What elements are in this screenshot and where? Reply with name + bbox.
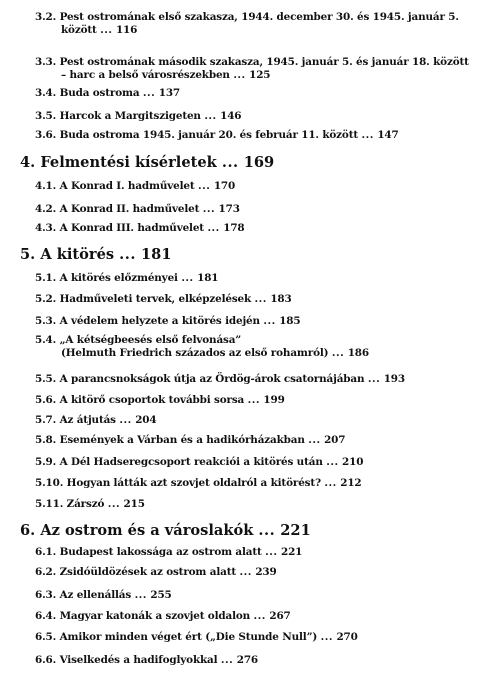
toc-leader: ... <box>119 414 132 426</box>
toc-section-number: 5.3. <box>35 315 57 327</box>
toc-leader: ... <box>324 477 337 489</box>
toc-section-row[interactable] <box>35 272 480 285</box>
toc-section-title: Zsidóüldözések az ostrom alatt <box>59 566 237 578</box>
toc-page-number: 221 <box>280 522 311 539</box>
toc-chapter-row[interactable] <box>20 522 480 540</box>
toc-section-title: Események a Várban és a hadikórházakban <box>59 434 305 446</box>
toc-section-row[interactable] <box>35 11 480 37</box>
toc-section-row[interactable] <box>35 315 480 328</box>
toc-section-title: Amikor minden véget ért („Die Stunde Null”) <box>59 631 318 643</box>
toc-page-number: 125 <box>249 69 271 81</box>
toc-section-title: „A kétségbeesés első felvonása” <box>59 334 242 346</box>
toc-page-number: 210 <box>342 456 364 468</box>
toc-section-row[interactable] <box>35 373 480 386</box>
toc-chapter-title: Felmentési kísérletek <box>40 154 217 171</box>
toc-section-title: Harcok a Margitszigeten <box>59 110 201 122</box>
toc-section-title-line2: között <box>61 24 97 36</box>
toc-section-number: 3.4. <box>35 87 57 99</box>
toc-leader: ... <box>331 347 345 359</box>
toc-section-row[interactable] <box>35 456 480 469</box>
toc-section-title: Budapest lakossága az ostrom alatt <box>59 546 262 558</box>
toc-section-title: A Dél Hadseregcsoport reakciói a kitörés után <box>59 456 323 468</box>
toc-leader: ... <box>181 272 194 284</box>
toc-section-row[interactable] <box>35 589 480 602</box>
toc-page-number: 186 <box>347 347 369 359</box>
toc-leader: ... <box>361 129 374 141</box>
toc-page-number: 270 <box>336 631 358 643</box>
toc-section-row[interactable] <box>35 129 480 142</box>
toc-page-number: 178 <box>223 222 245 234</box>
toc-leader: ... <box>320 631 333 643</box>
toc-section-number: 3.2. <box>35 11 57 23</box>
toc-leader: ... <box>100 24 113 36</box>
toc-section-title: A Konrad II. hadművelet <box>59 203 200 215</box>
toc-leader: ... <box>221 154 239 171</box>
toc-section-title: A kitörő csoportok további sorsa <box>59 394 245 406</box>
toc-chapter-title: A kitörés <box>40 246 115 263</box>
toc-page-number: 199 <box>263 394 285 406</box>
toc-page-number: 170 <box>213 180 236 192</box>
toc-section-number: 5.10. <box>35 477 64 489</box>
toc-section-row[interactable] <box>35 631 480 644</box>
toc-section-number: 5.6. <box>35 394 57 406</box>
toc-section-number: 5.7. <box>35 414 57 426</box>
toc-section-title: Buda ostroma <box>59 87 140 99</box>
toc-page-number: 221 <box>280 546 303 558</box>
toc-section-row[interactable] <box>35 87 480 100</box>
toc-page-number: 147 <box>377 129 399 141</box>
toc-leader: ... <box>367 373 381 385</box>
toc-section-number: 3.3. <box>35 56 57 68</box>
toc-page-number: 239 <box>255 566 277 578</box>
toc-section-title-continued <box>35 24 480 37</box>
toc-leader: ... <box>233 69 246 81</box>
toc-page-number: 267 <box>269 610 291 622</box>
toc-section-number: 5.5. <box>35 373 57 385</box>
toc-section-row[interactable] <box>35 222 480 235</box>
toc-section-number: 5.1. <box>35 272 57 284</box>
toc-page-number: 181 <box>197 272 219 284</box>
toc-section-number: 6.5. <box>35 631 57 643</box>
toc-page-number: 276 <box>236 654 258 666</box>
toc-section-number: 6.6. <box>35 654 57 666</box>
toc-page-number: 169 <box>243 154 275 171</box>
toc-section-number: 6.1. <box>35 546 57 558</box>
toc-chapter-number: 5. <box>20 246 36 263</box>
toc-section-number: 5.2. <box>35 293 57 305</box>
toc-section-number: 4.3. <box>35 222 57 234</box>
toc-section-title: Zárszó <box>66 498 105 510</box>
toc-section-row[interactable] <box>35 180 480 193</box>
toc-leader: ... <box>265 546 278 558</box>
toc-leader: ... <box>220 654 234 666</box>
toc-section-title: Viselkedés a hadifoglyokkal <box>59 654 218 666</box>
toc-section-number: 6.4. <box>35 610 57 622</box>
toc-section-row[interactable] <box>35 566 480 579</box>
toc-chapter-number: 6. <box>20 522 36 539</box>
toc-leader: ... <box>254 293 267 305</box>
toc-section-title: Pest ostromának első szakasza, 1944. december 30. és 1945. január 5. <box>59 11 459 23</box>
toc-page-number: 185 <box>279 315 301 327</box>
toc-chapter-number: 4. <box>20 154 36 171</box>
toc-section-title: Magyar katonák a szovjet oldalon <box>59 610 251 622</box>
toc-page-number: 183 <box>270 293 292 305</box>
toc-section-row[interactable] <box>35 610 480 623</box>
toc-leader: ... <box>204 110 217 122</box>
toc-leader: ... <box>239 566 252 578</box>
toc-section-number: 5.11. <box>35 498 64 510</box>
toc-section-title: A Konrad III. hadművelet <box>59 222 204 234</box>
toc-section-title: A kitörés előzményei <box>59 272 178 284</box>
toc-section-row[interactable] <box>35 434 480 447</box>
toc-page-number: 146 <box>220 110 242 122</box>
toc-section-row[interactable] <box>35 498 480 511</box>
toc-section-row[interactable] <box>35 203 480 216</box>
toc-section-title: Az átjutás <box>59 414 116 426</box>
toc-section-number: 5.8. <box>35 434 57 446</box>
toc-section-title: Az ellenállás <box>59 589 132 601</box>
toc-leader: ... <box>247 394 260 406</box>
toc-section-title-line2: – harc a belső városrészekben <box>61 69 230 81</box>
toc-section-row[interactable] <box>35 293 480 306</box>
toc-section-row[interactable] <box>35 56 480 82</box>
toc-section-number: 4.2. <box>35 203 57 215</box>
toc-section-number: 6.2. <box>35 566 57 578</box>
toc-section-title: A Konrad I. hadművelet <box>59 180 195 192</box>
toc-section-number: 4.1. <box>35 180 57 192</box>
toc-section-title-continued <box>35 69 480 82</box>
toc-section-number: 5.9. <box>35 456 57 468</box>
toc-chapter-row[interactable] <box>20 154 480 172</box>
toc-section-row[interactable] <box>35 546 480 559</box>
toc-page-number: 204 <box>135 414 157 426</box>
toc-section-row[interactable] <box>35 110 480 123</box>
toc-section-number: 3.5. <box>35 110 57 122</box>
toc-leader: ... <box>142 87 156 99</box>
toc-page-number: 116 <box>115 24 138 36</box>
toc-chapter-title: Az ostrom és a városlakók <box>40 522 254 539</box>
toc-leader: ... <box>202 203 216 215</box>
toc-page-number: 173 <box>218 203 240 215</box>
toc-section-title-continued <box>35 347 480 360</box>
toc-leader: ... <box>119 246 136 263</box>
toc-section-row[interactable] <box>35 477 480 490</box>
toc-leader: ... <box>258 522 276 539</box>
toc-section-row[interactable] <box>35 334 480 360</box>
toc-leader: ... <box>308 434 321 446</box>
toc-section-title: A védelem helyzete a kitörés idején <box>59 315 260 327</box>
toc-leader: ... <box>198 180 211 192</box>
toc-section-title: Pest ostromának második szakasza, 1945. január 5. és január 18. között <box>59 56 469 68</box>
toc-leader: ... <box>263 315 276 327</box>
toc-leader: ... <box>253 610 266 622</box>
toc-section-title: Hogyan látták azt szovjet oldalról a kitörést? <box>66 477 321 489</box>
toc-section-title: Buda ostroma 1945. január 20. és február 11. között <box>59 129 359 141</box>
toc-section-title: A parancsnokságok útja az Ördög-árok csatornájában <box>59 373 365 385</box>
toc-page-number: 181 <box>141 246 172 263</box>
toc-page-number: 207 <box>324 434 346 446</box>
toc-page-number: 137 <box>158 87 180 99</box>
toc-page-number: 215 <box>123 498 145 510</box>
toc-section-row[interactable] <box>35 414 480 427</box>
toc-leader: ... <box>107 498 121 510</box>
toc-page-number: 255 <box>150 589 172 601</box>
toc-chapter-row[interactable] <box>20 246 480 264</box>
toc-page-number: 212 <box>340 477 362 489</box>
toc-section-number: 5.4. <box>35 334 57 346</box>
toc-page-number: 193 <box>383 373 405 385</box>
toc-section-number: 3.6. <box>35 129 57 141</box>
toc-leader: ... <box>134 589 147 601</box>
toc-section-number: 6.3. <box>35 589 57 601</box>
toc-section-row[interactable] <box>35 654 480 667</box>
toc-section-title-line2: (Helmuth Friedrich százados az első rohamról) <box>61 347 329 359</box>
toc-section-title: Hadműveleti tervek, elképzelések <box>59 293 252 305</box>
toc-section-row[interactable] <box>35 394 480 407</box>
toc-leader: ... <box>326 456 339 468</box>
toc-leader: ... <box>207 222 220 234</box>
